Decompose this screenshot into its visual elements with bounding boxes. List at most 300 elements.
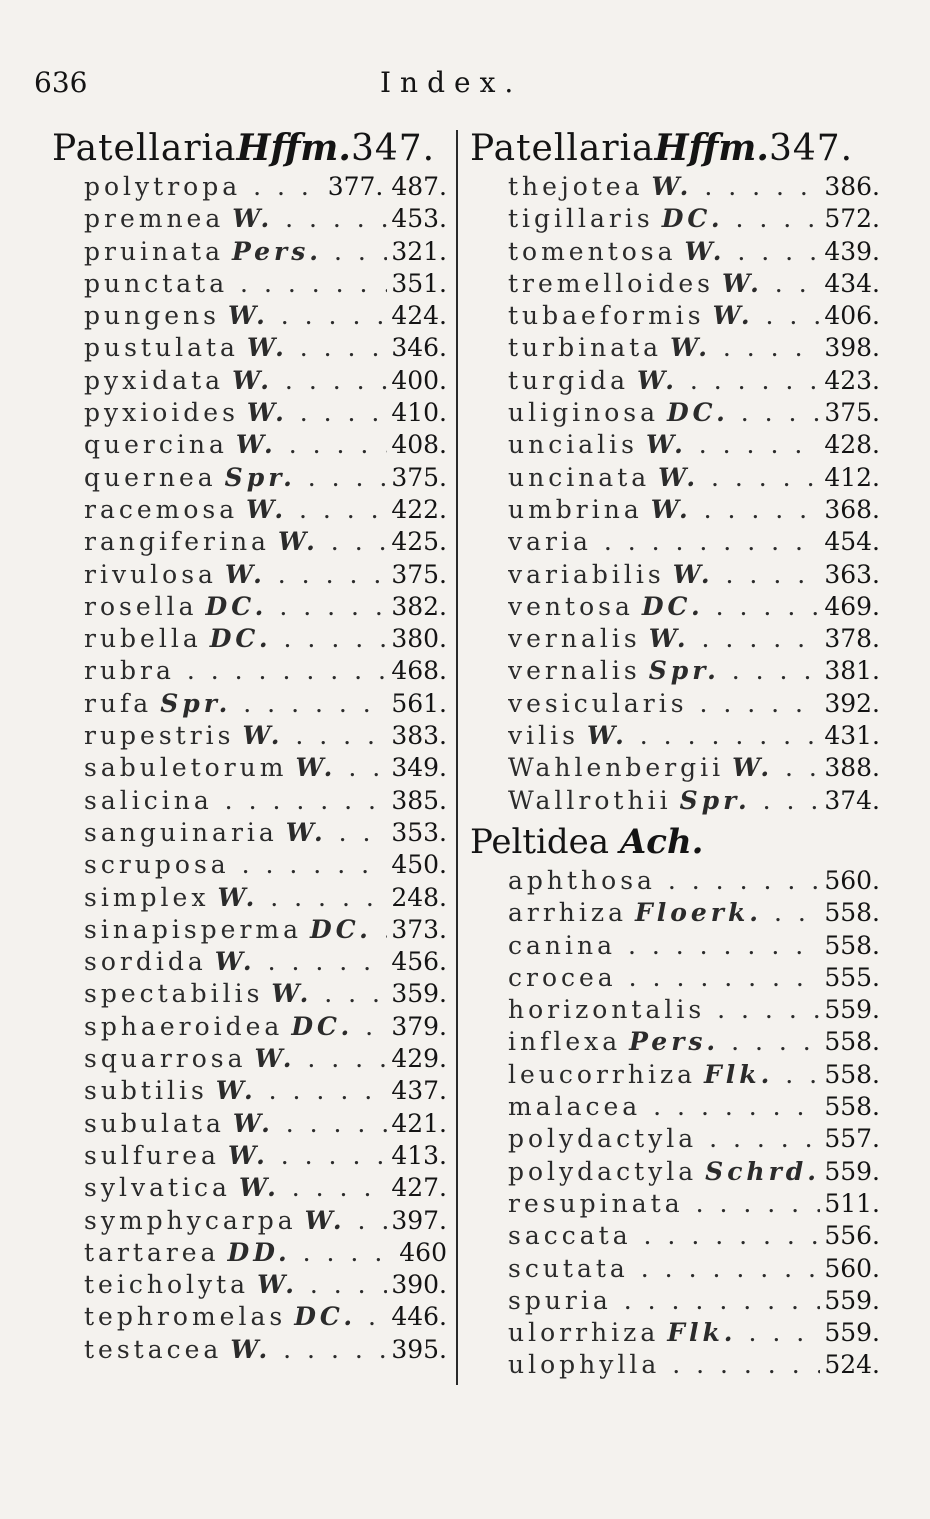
- entry-pages: 375.: [391, 559, 447, 589]
- entry-pages: 321.: [391, 236, 447, 266]
- entry-leader: [508, 300, 820, 332]
- entry-pages: 559.: [824, 1156, 880, 1186]
- entry-leader: [508, 236, 820, 268]
- index-entry: [52, 171, 447, 203]
- entry-name: polytropa: [84, 172, 242, 201]
- entry-name: quernea: [84, 462, 217, 492]
- index-entry: [52, 397, 447, 429]
- entry-author: W.: [648, 624, 690, 654]
- entry-author: W.: [650, 494, 692, 524]
- entry-name: spectabilis: [84, 979, 264, 1009]
- index-entry: [470, 332, 880, 364]
- entry-leader: [508, 720, 820, 752]
- entry-pages: 406.: [824, 301, 880, 331]
- index-entry: [52, 720, 447, 752]
- index-entry: [470, 1285, 880, 1317]
- entry-pages: 385.: [391, 785, 447, 815]
- entry-leader: [508, 962, 820, 994]
- entry-pages: 557.: [824, 1124, 880, 1154]
- entry-leader: [84, 268, 387, 300]
- entry-leader: [508, 1188, 820, 1220]
- entry-leader: [508, 397, 820, 429]
- index-entry: [470, 1220, 880, 1252]
- entry-name: uncinata: [508, 462, 651, 492]
- entry-pages: 559.: [824, 1318, 880, 1348]
- index-column-left: [52, 125, 447, 1366]
- index-entry: [470, 171, 880, 203]
- index-entry: [470, 1253, 880, 1285]
- entry-author: DC.: [641, 591, 704, 621]
- entry-leader: [508, 1285, 820, 1317]
- entry-name: sylvatica: [84, 1173, 231, 1203]
- entry-leader: [508, 494, 820, 526]
- entry-name: tephromelas: [84, 1302, 287, 1332]
- entry-name: rosella: [84, 591, 198, 621]
- entry-leader: [84, 300, 387, 332]
- entry-name: simplex: [84, 882, 210, 912]
- entry-author: DC.: [209, 624, 272, 654]
- entry-author: W.: [246, 398, 288, 428]
- entry-leader: [508, 591, 820, 623]
- entry-name: Wahlenbergii: [508, 753, 725, 783]
- index-entry: [52, 1011, 447, 1043]
- entry-name: pyxioides: [84, 398, 239, 428]
- entry-name: salicina: [84, 785, 213, 815]
- index-entry: [52, 203, 447, 235]
- entry-leader: [508, 1059, 820, 1091]
- entry-name: ulophylla: [508, 1350, 661, 1380]
- index-entry: [470, 300, 880, 332]
- index-entry: [52, 332, 447, 364]
- entry-pages: 423.: [824, 365, 880, 395]
- index-entry: [52, 365, 447, 397]
- entry-name: quercina: [84, 430, 228, 460]
- entry-name: tigillaris: [508, 204, 654, 234]
- index-entry: [470, 962, 880, 994]
- entry-pages: 375.: [391, 462, 447, 492]
- entry-pages: 427.: [391, 1173, 447, 1203]
- entry-pages: 410.: [391, 398, 447, 428]
- entry-pages: 453.: [391, 204, 447, 234]
- index-entry: [52, 1205, 447, 1237]
- entry-pages: 450.: [391, 850, 447, 880]
- entry-pages: 555.: [824, 962, 880, 992]
- entry-author: DC.: [291, 1011, 354, 1041]
- index-entry: [470, 1317, 880, 1349]
- entry-pages: 374.: [824, 785, 880, 815]
- entry-pages: 381.: [824, 656, 880, 686]
- entry-name: teicholyta: [84, 1270, 250, 1300]
- entry-pages: 446.: [391, 1302, 447, 1332]
- index-entry: [52, 1140, 447, 1172]
- entry-leader: [508, 1156, 820, 1188]
- entry-pages: 378.: [824, 624, 880, 654]
- entry-author: W.: [232, 365, 273, 395]
- entry-name: leucorrhiza: [508, 1059, 697, 1089]
- entry-leader: [508, 559, 820, 591]
- entry-pages: 558.: [824, 930, 880, 960]
- entry-author: W.: [227, 301, 269, 331]
- entry-name: umbrina: [508, 494, 643, 524]
- index-entry: [52, 494, 447, 526]
- entry-leader: [508, 1123, 820, 1155]
- entry-author: W.: [712, 301, 754, 331]
- index-entry: [52, 591, 447, 623]
- entry-pages: 556.: [824, 1221, 880, 1251]
- entry-leader: [84, 462, 387, 494]
- index-entry: [470, 203, 880, 235]
- entry-name: sabuletorum: [84, 753, 288, 783]
- entry-leader: [84, 397, 387, 429]
- entry-leader: [84, 236, 387, 268]
- entry-leader: [84, 591, 387, 623]
- entry-name: canina: [508, 930, 617, 960]
- entry-pages: 434.: [824, 268, 880, 298]
- entry-leader: [508, 785, 820, 817]
- index-entry: [52, 688, 447, 720]
- entry-pages: 559.: [824, 1285, 880, 1315]
- entry-author: W.: [670, 333, 711, 363]
- index-entry: [52, 785, 447, 817]
- entry-leader: [84, 1334, 387, 1366]
- entry-pages: 558.: [824, 1027, 880, 1057]
- entry-leader: [508, 1317, 820, 1349]
- entry-author: W.: [217, 882, 259, 912]
- entry-leader: [84, 1043, 387, 1075]
- entry-name: rubra: [84, 656, 175, 686]
- entry-list: [470, 171, 880, 817]
- entry-leader: [84, 1140, 387, 1172]
- entry-name: horizontalis: [508, 995, 706, 1025]
- entry-pages: 379.: [391, 1011, 447, 1041]
- index-entry: [470, 429, 880, 461]
- entry-pages: 346.: [391, 333, 447, 363]
- entry-pages: 560.: [824, 1253, 880, 1283]
- entry-author: W.: [651, 172, 693, 201]
- entry-pages: 456.: [391, 947, 447, 977]
- index-entry: [52, 1237, 447, 1269]
- entry-leader: [508, 462, 820, 494]
- entry-leader: [508, 655, 820, 687]
- entry-leader: [84, 720, 387, 752]
- index-entry: [52, 300, 447, 332]
- entry-author: Flk.: [667, 1318, 737, 1348]
- index-entry: [52, 526, 447, 558]
- entry-pages: 469.: [824, 591, 880, 621]
- entry-name: scruposa: [84, 850, 230, 880]
- index-entry: [52, 946, 447, 978]
- entry-pages: 425.: [391, 527, 447, 557]
- index-entry: [470, 623, 880, 655]
- entry-author: DC.: [310, 914, 372, 944]
- index-entry: [52, 1108, 447, 1140]
- index-entry: [52, 623, 447, 655]
- entry-leader: [508, 268, 820, 300]
- entry-leader: [84, 655, 387, 687]
- index-entry: [470, 688, 880, 720]
- entry-leader: [84, 332, 387, 364]
- entry-leader: [84, 1108, 387, 1140]
- index-entry: [470, 785, 880, 817]
- index-entry: [470, 559, 880, 591]
- entry-name: inflexa: [508, 1027, 622, 1057]
- genus-page: 347.: [350, 128, 436, 169]
- entry-name: pyxidata: [84, 365, 225, 395]
- entry-name: testacea: [84, 1334, 223, 1364]
- index-entry: [52, 1172, 447, 1204]
- entry-leader: [84, 978, 387, 1010]
- index-entry: [52, 236, 447, 268]
- entry-leader: [84, 623, 387, 655]
- entry-name: vernalis: [508, 656, 641, 686]
- entry-leader: [84, 494, 387, 526]
- genus-page: 347.: [768, 128, 854, 169]
- entry-author: DC.: [205, 591, 268, 621]
- entry-author: W.: [637, 365, 678, 395]
- entry-pages: 413.: [391, 1140, 447, 1170]
- entry-name: subtilis: [84, 1076, 208, 1106]
- entry-pages: 353.: [391, 817, 447, 847]
- entry-pages: 421.: [391, 1108, 447, 1138]
- entry-name: sanguinaria: [84, 817, 278, 847]
- entry-name: tomentosa: [508, 236, 677, 266]
- entry-name: spuria: [508, 1285, 612, 1315]
- entry-pages: 572.: [824, 204, 880, 234]
- entry-pages: 359.: [391, 979, 447, 1009]
- entry-pages: 412.: [824, 462, 880, 492]
- entry-author: W.: [246, 494, 288, 524]
- index-entry: [470, 994, 880, 1026]
- entry-pages: 388.: [824, 753, 880, 783]
- entry-pages: 431.: [824, 721, 880, 751]
- entry-pages: 390.: [391, 1270, 447, 1300]
- index-entry: [52, 882, 447, 914]
- entry-name: punctata: [84, 268, 229, 298]
- index-entry: [470, 462, 880, 494]
- entry-author: W.: [672, 559, 714, 589]
- entry-pages: 560.: [824, 865, 880, 895]
- entry-leader: [84, 1205, 387, 1237]
- entry-name: tremelloides: [508, 268, 714, 298]
- entry-leader: [84, 752, 387, 784]
- entry-name: thejotea: [508, 172, 644, 201]
- genus-author: Ach.: [619, 821, 704, 862]
- index-entry: [52, 978, 447, 1010]
- entry-author: W.: [232, 204, 274, 234]
- entry-leader: [84, 688, 387, 720]
- index-entry: [470, 1059, 880, 1091]
- entry-pages: 248.: [391, 882, 447, 912]
- entry-name: pruinata: [84, 236, 225, 266]
- entry-author: Spr.: [648, 656, 720, 686]
- genus-heading: [470, 125, 880, 171]
- entry-author: W.: [232, 1108, 274, 1138]
- index-entry: [52, 817, 447, 849]
- entry-author: W.: [227, 1140, 269, 1170]
- entry-pages: 422.: [391, 494, 447, 524]
- entry-leader: [508, 1349, 820, 1381]
- index-entry: [470, 1188, 880, 1220]
- entry-name: aphthosa: [508, 865, 656, 895]
- entry-pages: 380.: [391, 624, 447, 654]
- entry-author: W.: [235, 430, 277, 460]
- index-entry: [470, 526, 880, 558]
- entry-name: polydactyla: [508, 1124, 698, 1154]
- entry-leader: [84, 946, 387, 978]
- entry-name: Wallrothii: [508, 785, 672, 815]
- entry-name: tubaeformis: [508, 301, 705, 331]
- entry-name: uliginosa: [508, 398, 659, 428]
- entry-author: Pers.: [232, 236, 322, 266]
- index-entry: [52, 655, 447, 687]
- entry-pages: 395.: [391, 1334, 447, 1364]
- entry-pages: 437.: [391, 1076, 447, 1106]
- index-entry: [470, 236, 880, 268]
- entry-leader: [84, 1075, 387, 1107]
- index-entry: [52, 559, 447, 591]
- entry-name: turgida: [508, 365, 630, 395]
- running-head: Index.: [380, 66, 523, 99]
- index-entry: [52, 429, 447, 461]
- entry-leader: [84, 1237, 395, 1269]
- index-entry: [470, 494, 880, 526]
- entry-name: sinapisperma: [84, 914, 303, 944]
- entry-pages: 373.: [391, 914, 447, 944]
- entry-pages: 382.: [391, 591, 447, 621]
- index-entry: [52, 1301, 447, 1333]
- entry-author: Flk.: [704, 1059, 774, 1089]
- entry-name: racemosa: [84, 494, 239, 524]
- entry-pages: 375.: [824, 398, 880, 428]
- entry-list: [470, 865, 880, 1382]
- entry-author: DC.: [294, 1302, 357, 1332]
- index-entry: [52, 462, 447, 494]
- index-entry: [52, 268, 447, 300]
- entry-name: varia: [508, 527, 592, 557]
- entry-name: crocea: [508, 962, 617, 992]
- entry-leader: [84, 882, 387, 914]
- entry-leader: [508, 1091, 820, 1123]
- entry-author: Spr.: [160, 688, 232, 718]
- entry-name: ulorrhiza: [508, 1318, 660, 1348]
- entry-author: W.: [645, 430, 687, 460]
- index-entry: [470, 365, 880, 397]
- entry-name: polydactyla: [508, 1156, 698, 1186]
- entry-author: W.: [295, 753, 337, 783]
- entry-pages: 398.: [824, 333, 880, 363]
- entry-author: Floerk.: [634, 898, 763, 928]
- index-entry: [52, 849, 447, 881]
- entry-leader: [84, 365, 387, 397]
- entry-name: arrhiza: [508, 898, 627, 928]
- entry-leader: [508, 994, 820, 1026]
- entry-pages: 400.: [391, 365, 447, 395]
- entry-name: rubella: [84, 624, 202, 654]
- entry-pages: 559.: [824, 995, 880, 1025]
- entry-author: W.: [285, 817, 327, 847]
- entry-author: W.: [684, 236, 726, 266]
- entry-name: rufa: [84, 688, 153, 718]
- index-entry: [470, 720, 880, 752]
- entry-pages: 383.: [391, 721, 447, 751]
- entry-pages: 386.: [824, 172, 880, 201]
- entry-leader: [84, 1269, 387, 1301]
- entry-name: symphycarpa: [84, 1205, 297, 1235]
- entry-author: Pers.: [629, 1027, 720, 1057]
- entry-pages: 511.: [824, 1188, 880, 1218]
- entry-author: W.: [246, 333, 288, 363]
- entry-name: premnea: [84, 204, 225, 234]
- index-entry: [470, 591, 880, 623]
- entry-leader: [84, 559, 387, 591]
- entry-leader: [84, 171, 324, 203]
- index-entry: [470, 655, 880, 687]
- index-entry: [470, 865, 880, 897]
- entry-leader: [84, 1301, 387, 1333]
- index-entry: [52, 1075, 447, 1107]
- entry-name: pustulata: [84, 333, 239, 363]
- index-entry: [52, 752, 447, 784]
- entry-author: W.: [224, 559, 266, 589]
- entry-leader: [508, 429, 820, 461]
- index-entry: [52, 1269, 447, 1301]
- entry-author: W.: [732, 753, 774, 783]
- entry-name: vesicularis: [508, 688, 688, 718]
- index-entry: [470, 1026, 880, 1058]
- genus-name: Patellaria: [470, 128, 655, 169]
- entry-pages: 397.: [391, 1205, 447, 1235]
- entry-name: turbinata: [508, 333, 663, 363]
- index-column-right: [470, 125, 880, 1382]
- entry-leader: [84, 817, 387, 849]
- entry-pages: 377. 487.: [327, 172, 447, 201]
- entry-name: ventosa: [508, 591, 634, 621]
- index-entry: [52, 1334, 447, 1366]
- entry-name: saccata: [508, 1221, 632, 1251]
- index-entry: [470, 930, 880, 962]
- index-entry: [470, 1123, 880, 1155]
- entry-name: variabilis: [508, 559, 665, 589]
- entry-author: DD.: [227, 1237, 291, 1267]
- entry-leader: [84, 429, 387, 461]
- entry-leader: [508, 1253, 820, 1285]
- entry-name: subulata: [84, 1108, 225, 1138]
- genus-name: Peltidea: [470, 821, 610, 862]
- genus-name: Patellaria: [52, 128, 237, 169]
- index-entry: [52, 1043, 447, 1075]
- entry-author: W.: [304, 1205, 346, 1235]
- entry-pages: 558.: [824, 898, 880, 928]
- genus-heading: [52, 125, 447, 171]
- genus-author: Hffm.: [654, 127, 769, 169]
- page-number: 636: [34, 66, 88, 99]
- entry-leader: [84, 785, 387, 817]
- entry-pages: 468.: [391, 656, 447, 686]
- entry-author: W.: [277, 527, 319, 557]
- index-entry: [470, 397, 880, 429]
- index-entry: [52, 914, 447, 946]
- index-entry: [470, 1349, 880, 1381]
- entry-pages: 524.: [824, 1350, 880, 1380]
- entry-pages: 558.: [824, 1059, 880, 1089]
- entry-leader: [84, 203, 387, 235]
- entry-leader: [508, 752, 820, 784]
- entry-pages: 561.: [391, 688, 447, 718]
- entry-author: W.: [721, 268, 763, 298]
- entry-name: tartarea: [84, 1237, 220, 1267]
- entry-author: Schrd.: [705, 1156, 820, 1186]
- entry-name: vernalis: [508, 624, 641, 654]
